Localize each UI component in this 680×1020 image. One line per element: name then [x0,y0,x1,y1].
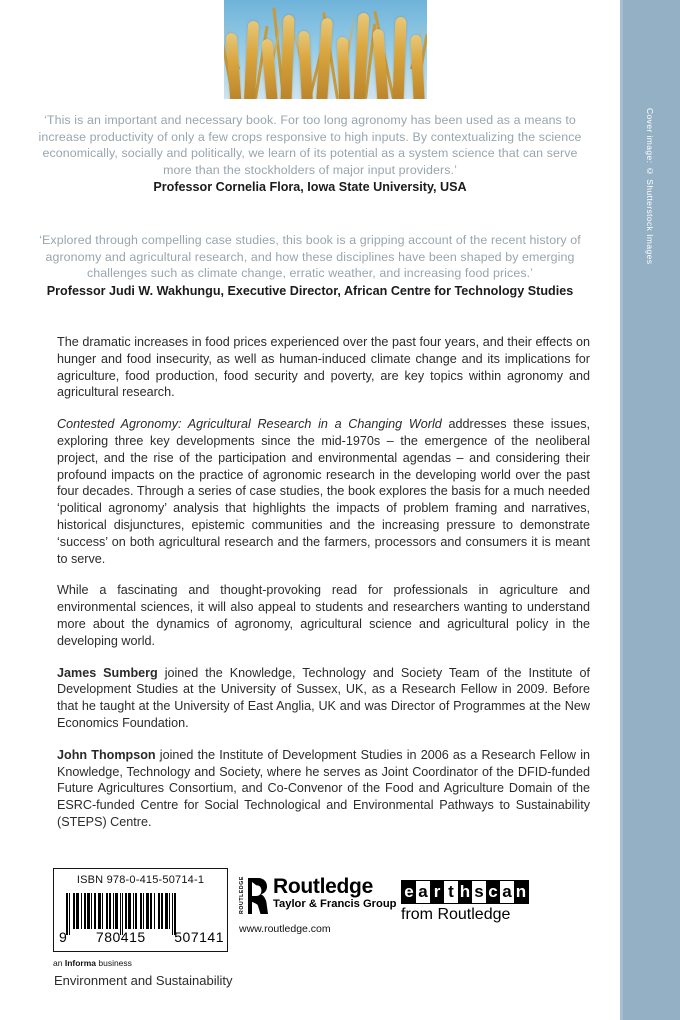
barcode-bars [66,893,217,929]
routledge-url[interactable]: www.routledge.com [239,923,331,935]
author-bio-1 [57,665,590,732]
back-cover-blurb [57,334,590,846]
author-bio-2 [57,747,590,831]
barcode-digits-right: 507141 [174,929,224,945]
cover-image-credit-text: Cover image: © Shutterstock Images [645,108,655,265]
wheat-field-photo [224,0,427,99]
barcode-digits [59,929,224,945]
routledge-logo [239,876,419,935]
review-quote-1-attribution: Professor Cornelia Flora, Iowa State University, USA [153,180,467,195]
review-quote-1 [30,112,590,196]
author-name-1: James Sumberg [57,665,158,680]
blurb-paragraph-2-rest: addresses these issues, exploring three key developments since the mid-1970s – the emergence of the neoliberal project, and the rise of the participation and environmental agendas – and considering their profound impacts on the practice of agronomic research in the developing world over the past four decades. Through a series of case studies, the book explores the basis for a much needed ‘political agronomy’ analysis that highlights the impacts of problem framing and narratives, historical disjunctures, epistemic communities and the increasing pressure to demonstrate ‘success’ on both agricultural research and the farmers, processors and consumers it is meant to serve. [57,417,590,566]
author-bio-text-1: joined the Knowledge, Technology and Society Team of the Institute of Development Studies at the University of Sussex, UK, as a Research Fellow in 2009. Before that he taught at the University of East Anglia, UK and was Director of Programmes at the New Economics Foundation. [57,665,591,730]
review-quote-2-attribution: Professor Judi W. Wakhungu, Executive Director, African Centre for Technology Studies [46,283,574,298]
barcode-digit-leading: 9 [59,929,68,945]
informa-prefix: an [53,958,65,968]
informa-line [53,958,132,968]
earthscan-tagline: from Routledge [401,906,511,923]
routledge-vertical-mark-text: ROUTLEDGE [239,876,245,914]
informa-suffix: business [96,958,132,968]
barcode-digits-left: 780415 [95,929,146,945]
review-quote-2 [30,232,590,300]
isbn-label: ISBN 978-0-415-50714-1 [76,874,205,886]
blurb-paragraph-3: While a fascinating and thought-provoking read for professionals in agriculture and environmental sciences, it will also appeal to students and researchers wanting to understand more about the dynamics of agronomy, agricultural science and agricultural policy in the developing world. [57,583,590,648]
series-name: Environment and Sustainability [54,973,233,988]
routledge-tagline: Taylor & Francis Group [273,898,397,910]
author-name-2: John Thompson [57,747,156,762]
routledge-r-icon [246,876,268,916]
blurb-paragraph-2 [57,416,590,567]
routledge-name: Routledge [273,875,373,898]
earthscan-wordmark: e a r t h s c a n [401,880,529,904]
review-quote-1-text: ‘This is an important and necessary book. For too long agronomy has been used as a means to increase productivity of only a few crops responsive to high inputs. By contextualizing the science economically, socially and politically, we learn of its potential as a system science that can serve more than the stockholders of major input providers.’ [38,113,582,177]
earthscan-logo [401,880,551,924]
author-bio-text-2: joined the Institute of Development Studies in 2006 as a Research Fellow in Knowledge, Technology and Society, where he serves as Joint Coordinator of the DFID-funded Future Agricultures Consortium, and Co-Convenor of the Food and Agriculture Domain of the ESRC-funded Centre for Social Technological and Environmental Pathways to Sustainability (STEPS) Centre. [57,747,590,829]
cover-footer [53,868,593,1008]
photo-wheat-stalks [224,0,427,99]
blurb-paragraph-1: The dramatic increases in food prices experienced over the past four years, and their effects on hunger and food insecurity, as well as human-induced climate change and its implications for agriculture, food production, food security and poverty, are key topics within agronomy and agricultural research. [57,335,590,400]
isbn-barcode-box [53,868,228,952]
book-title: Contested Agronomy: Agricultural Research in a Changing World [57,417,442,432]
review-quote-2-text: ‘Explored through compelling case studies, this book is a gripping account of the recent history of agronomy and agricultural research, and how these disciplines have been shaped by emerging challenges such as climate change, erratic weather, and increasing food prices.’ [39,233,581,281]
cover-image-credit [620,108,680,328]
informa-brand: Informa [64,958,96,968]
